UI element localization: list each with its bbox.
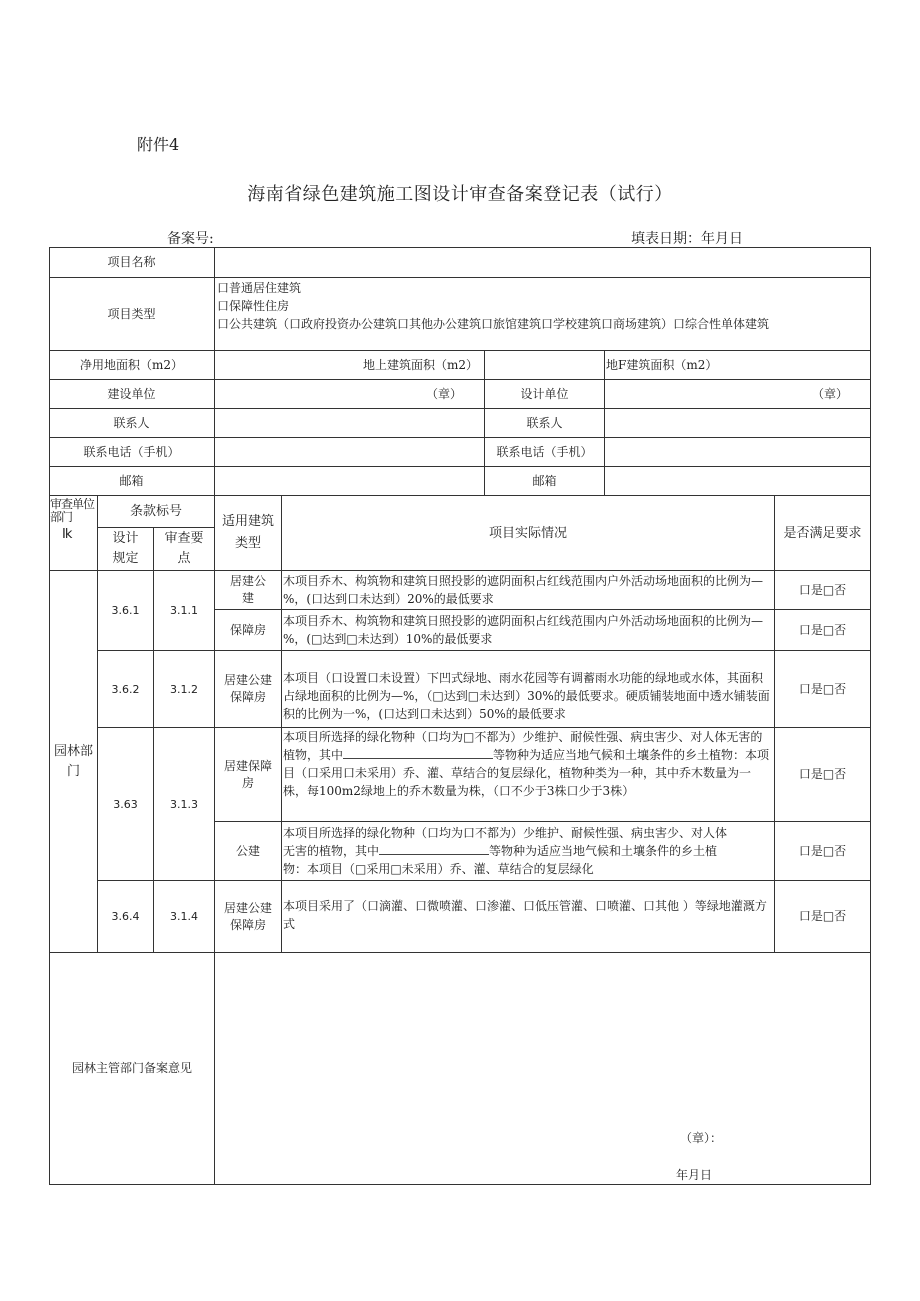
actual-situation-text: 木项目乔木、构筑物和建筑日照投影的遮阴面积占红线范围内户外活动场地面积的比例为—%，(口达到口未达到）20%的最低要求 <box>283 574 764 606</box>
building-type: 公建 <box>235 843 260 858</box>
opinion-date: 年月日 <box>676 1168 713 1182</box>
actual-situation-text-part-b: 等物种为适应当地气候和土壤条件的乡土植物：本项目（口采用口未采用）乔、灌、草结合的复层绿化，植物种类为一种，其中乔木数量为一株，每100m2绿地上的乔木数量为株，（口不少于3株口少于3株） <box>283 748 770 798</box>
yes-no-checkbox[interactable]: 口是□否 <box>798 909 847 923</box>
builder-seal: （章） <box>425 386 462 401</box>
designer-contact-label: 联系人 <box>526 415 563 430</box>
project-name-label: 项目名称 <box>107 255 156 269</box>
yes-no-checkbox[interactable]: 口是□否 <box>798 582 847 597</box>
design-rule-number: 3.6.1 <box>111 604 140 617</box>
designer-seal: （章） <box>811 386 848 401</box>
review-dept-header-overlap: Ik <box>62 527 72 542</box>
project-name-field[interactable] <box>215 248 870 277</box>
department-name: 园林部门 <box>54 743 94 779</box>
design-rule-header: 设计规定 <box>112 531 139 566</box>
building-type: 居建公建 <box>229 574 266 605</box>
designer-phone-label: 联系电话（手机） <box>496 444 593 459</box>
review-point-number: 3.1.2 <box>170 682 198 696</box>
project-type-option-residential[interactable]: 口普通居住建筑 <box>217 281 302 295</box>
project-type-label: 项目类型 <box>107 306 156 321</box>
actual-situation-text: 本项目乔木、构筑物和建筑日照投影的遮阴面积占红线范围内户外活动场地面积的比例为—%，(□达到□未达到）10%的最低要求 <box>283 614 764 646</box>
builder-contact-label: 联系人 <box>113 415 150 430</box>
review-dept-header <box>50 498 96 568</box>
building-type: 保障房 <box>229 622 266 637</box>
fill-date-label: 填表日期：年月日 <box>631 231 743 247</box>
review-point-number: 3.1.3 <box>170 797 198 811</box>
actual-situation-text-part-b: 等物种为适应当地气候和土壤条件的乡土植物：本项目（□采用□未采用）乔、灌、草结合的复层绿化 <box>283 844 718 876</box>
below-ground-area-label: 地F建筑面积（m2） <box>606 357 718 372</box>
review-point-number: 3.1.1 <box>170 604 198 617</box>
landscape-dept-opinion-label: 园林主管部门备案意见 <box>71 1061 192 1075</box>
actual-situation-text <box>283 728 773 820</box>
yes-no-checkbox[interactable]: 口是□否 <box>798 843 847 858</box>
opinion-seal: （章）： <box>680 1131 723 1145</box>
landscape-dept-opinion-field[interactable] <box>215 953 870 1184</box>
project-type-option-affordable[interactable]: 口保障性住房 <box>217 299 290 313</box>
review-point-number: 3.1.4 <box>170 910 198 923</box>
actual-situation-text-part-a: 本项目所选择的绿化物种（口均为□不都为）少维护、耐候性强、病虫害少、对人体无害的植物，其中 <box>283 730 763 762</box>
builder-email-field[interactable] <box>215 467 484 495</box>
yes-no-checkbox[interactable]: 口是□否 <box>798 681 847 696</box>
design-rule-number: 3.6.2 <box>111 682 140 696</box>
building-type: 居建保障房 <box>224 758 273 790</box>
review-point-header: 审查要点 <box>164 531 204 566</box>
species-blank[interactable] <box>379 843 489 855</box>
clause-number-header: 条款标号 <box>129 504 182 519</box>
design-rule-number: 3.6.4 <box>111 910 140 923</box>
actual-situation-header: 项目实际情况 <box>488 525 567 541</box>
designer-contact-field[interactable] <box>605 409 870 437</box>
builder-email-label: 邮箱 <box>119 473 144 488</box>
above-ground-area-field[interactable] <box>485 351 604 379</box>
builder-phone-field[interactable] <box>215 438 484 466</box>
species-blank[interactable] <box>343 747 493 759</box>
page-title: 海南省绿色建筑施工图设计审查备案登记表（试行） <box>247 184 673 205</box>
actual-situation-text-part-a: 本项目所选择的绿化物种（口均为口不都为）少维护、耐候性强、病虫害少、对人体无害的植物，其中 <box>283 826 728 858</box>
builder-contact-field[interactable] <box>215 409 484 437</box>
builder-phone-label: 联系电话（手机） <box>83 444 180 459</box>
attachment-label: 附件4 <box>137 135 180 154</box>
review-dept-header-text: 审查单位部门 <box>50 498 95 524</box>
design-rule-number: 3.63 <box>113 797 138 811</box>
yes-no-checkbox[interactable]: 口是□否 <box>798 767 847 781</box>
actual-situation-text: 本项目采用了（口滴灌、口微喷灌、口渗灌、口低压管灌、口喷灌、口其他 ）等绿地灌溉方式 <box>283 899 767 931</box>
designer-label: 设计单位 <box>520 386 569 401</box>
designer-email-field[interactable] <box>605 467 870 495</box>
yes-no-checkbox[interactable]: 口是□否 <box>798 622 847 637</box>
building-type-header: 适用建筑类型 <box>221 514 274 551</box>
meets-requirement-header: 是否满足要求 <box>783 525 862 541</box>
designer-phone-field[interactable] <box>605 438 870 466</box>
actual-situation-text <box>283 824 733 880</box>
filing-number-label: 备案号: <box>167 231 214 247</box>
project-type-option-public[interactable]: 口公共建筑（口政府投资办公建筑口其他办公建筑口旅馆建筑口学校建筑口商场建筑）口综合性单体建筑 <box>217 317 770 331</box>
designer-email-label: 邮箱 <box>532 473 557 488</box>
above-ground-area-label: 地上建筑面积（m2） <box>362 357 478 372</box>
land-area-label: 净用地面积（m2） <box>79 357 183 372</box>
building-type: 居建公建保障房 <box>223 900 272 932</box>
building-type: 居建公建保障房 <box>223 673 272 704</box>
builder-label: 建设单位 <box>107 386 156 401</box>
actual-situation-text: 本项目（口设置口未设置）下凹式绿地、雨水花园等有调蓄雨水功能的绿地或水体，其面积占绿地面积的比例为—%，（□达到□未达到）30%的最低要求。硬质铺装地面中透水铺装面积的比例为一%，(口达到口未达到）50%的最低要求 <box>283 671 770 721</box>
